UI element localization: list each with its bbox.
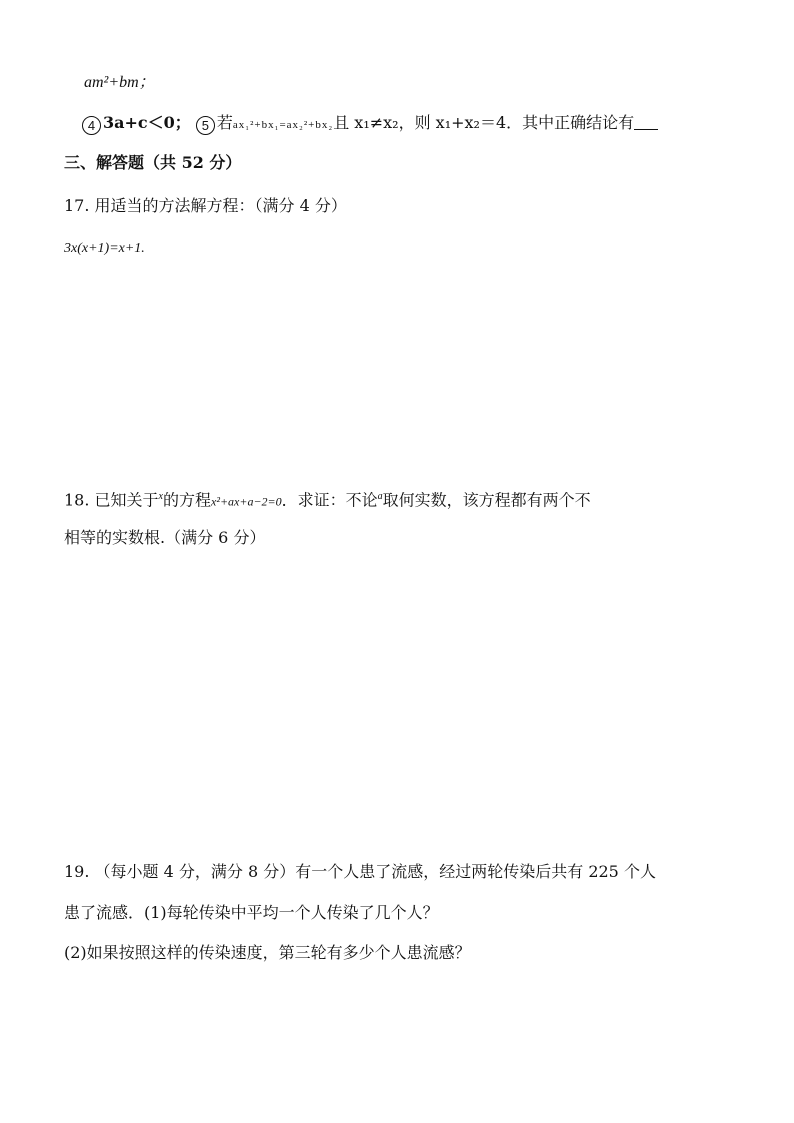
question-18-line-2 <box>64 528 265 548</box>
conclusion-4: 3a+c＜0； <box>103 113 191 132</box>
question-18-text-b: 的方程 <box>163 490 212 510</box>
equation-17: 3x(x+1)=x+1. <box>64 241 145 256</box>
section-heading <box>64 153 241 173</box>
question-19-text-3: (2)如果按照这样的传染速度，第三轮有多少个人患流感？ <box>64 943 471 962</box>
question-17-equation <box>64 239 145 259</box>
variable-a: a <box>377 491 383 502</box>
question-19-text-1: 19. （每小题 4 分，满分 8 分）有一个人患了流感，经过两轮传染后共有 225 个人 <box>64 862 656 881</box>
equation-18: x²+ax+a−2=0 <box>211 494 282 509</box>
conclusion-5-rest: 且 x₁≠x₂，则 x₁+x₂＝4．其中正确结论有 <box>333 113 635 132</box>
question-17 <box>64 196 347 216</box>
question-18-text-d: 取何实数，该方程都有两个不 <box>382 490 591 510</box>
circled-number-4: 4 <box>82 116 101 135</box>
variable-x: x <box>158 491 163 502</box>
question-19-line-3 <box>64 943 471 963</box>
question-18-line-1 <box>64 487 591 511</box>
circled-number-5: 5 <box>196 116 215 135</box>
question-19-line-1 <box>64 862 656 882</box>
question-19-text-2: 患了流感．(1)每轮传染中平均一个人传染了几个人？ <box>64 903 439 922</box>
question-18-text-e: 相等的实数根.（满分 6 分） <box>64 528 266 547</box>
expression-am2-bm: am²+bm； <box>84 74 155 91</box>
question-19-line-2 <box>64 903 439 923</box>
question-18-text-c: ．求证：不论 <box>281 490 378 510</box>
section-title: 三、解答题（共 52 分） <box>64 153 242 172</box>
conclusion-5-if: 若 <box>216 113 233 132</box>
text-line-conclusions-4-5 <box>82 113 658 135</box>
conclusion-5-equation: ax₁²+bx₁=ax₂²+bx₂ <box>232 119 334 131</box>
question-17-text: 17. 用适当的方法解方程：（满分 4 分） <box>64 196 347 215</box>
text-line-am2-bm <box>84 73 155 93</box>
answer-blank <box>634 115 658 130</box>
question-18-text-a: 18. 已知关于 <box>64 490 159 510</box>
